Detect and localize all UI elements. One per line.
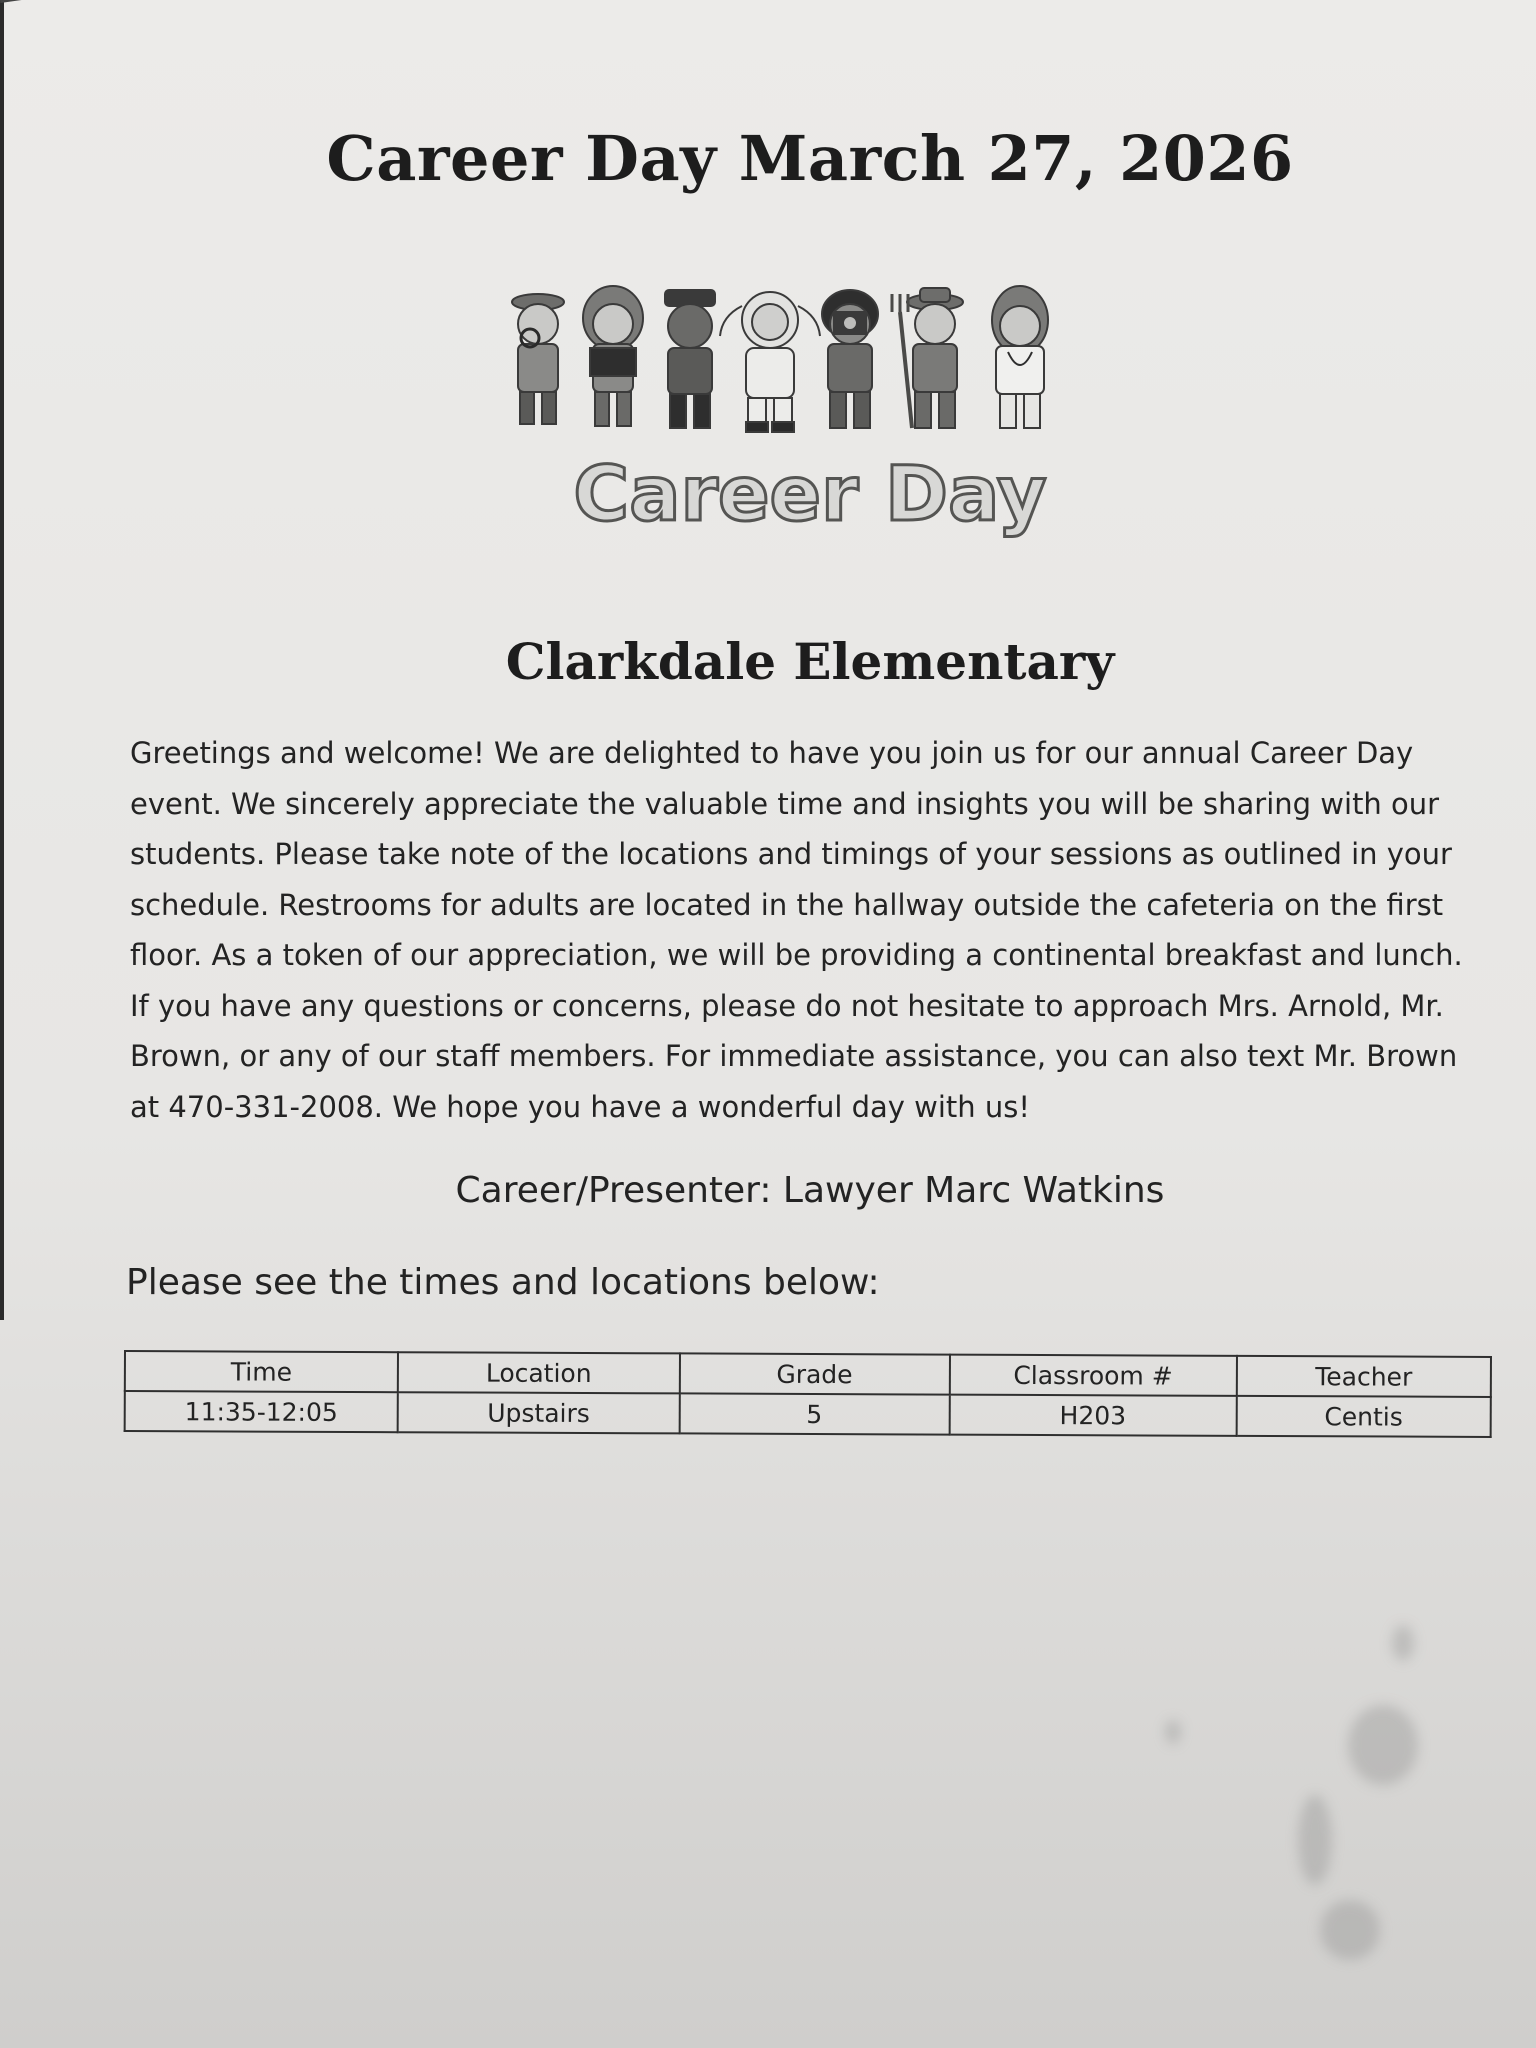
header-grade: Grade [679,1353,949,1394]
water-stain [1165,1720,1181,1744]
farmer-figure [892,288,963,428]
table-header-row [125,1351,1491,1397]
water-stain [1320,1900,1380,1960]
photographer-figure [822,290,878,428]
header-time: Time [125,1351,398,1392]
cell-classroom: H203 [949,1395,1236,1436]
police-figure [665,290,715,428]
career-day-clipart [500,282,1120,552]
doctor-figure [992,286,1048,428]
schedule-table [124,1350,1492,1438]
cell-location: Upstairs [398,1392,680,1433]
cell-time: 11:35-12:05 [125,1391,398,1432]
detective-figure [512,294,564,424]
welcome-paragraph: Greetings and welcome! We are delighted to have you join us for our annual Career Day event. We sincerely appreciate the valuable time and insights you will be sharing with our students. Please take note of the locations and timings of your sessions as outlined in your schedule. Restrooms for adults are located in the hallway outside the cafeteria on the first floor. As a token of our appreciation, we will be providing a continental breakfast and lunch. If you have any questions or concerns, please do not hesitate to approach Mrs. Arnold, Mr. Brown, or any of our staff members. For immediate assistance, you can also text Mr. Brown at 470-331-2008. We hope you have a wonderful day with us! [130,736,1463,1124]
water-stain [1348,1705,1418,1785]
cell-teacher: Centis [1236,1396,1490,1437]
clipart-caption: Career Day [573,449,1047,538]
flyer-title: Career Day March 27, 2026 [326,122,1294,195]
table-row [125,1391,1491,1437]
sign-figure [583,286,643,426]
header-location: Location [398,1352,680,1393]
header-classroom: Classroom # [949,1355,1236,1396]
presenter-line: Career/Presenter: Lawyer Marc Watkins [455,1170,1165,1211]
school-name: Clarkdale Elementary [505,632,1115,691]
water-stain [1298,1795,1332,1885]
schedule-heading: Please see the times and locations below: [126,1262,880,1303]
astronaut-figure [720,292,820,432]
water-stain [1392,1625,1414,1661]
paper-corner [0,0,80,3]
cell-grade: 5 [679,1393,949,1434]
header-teacher: Teacher [1237,1356,1491,1397]
